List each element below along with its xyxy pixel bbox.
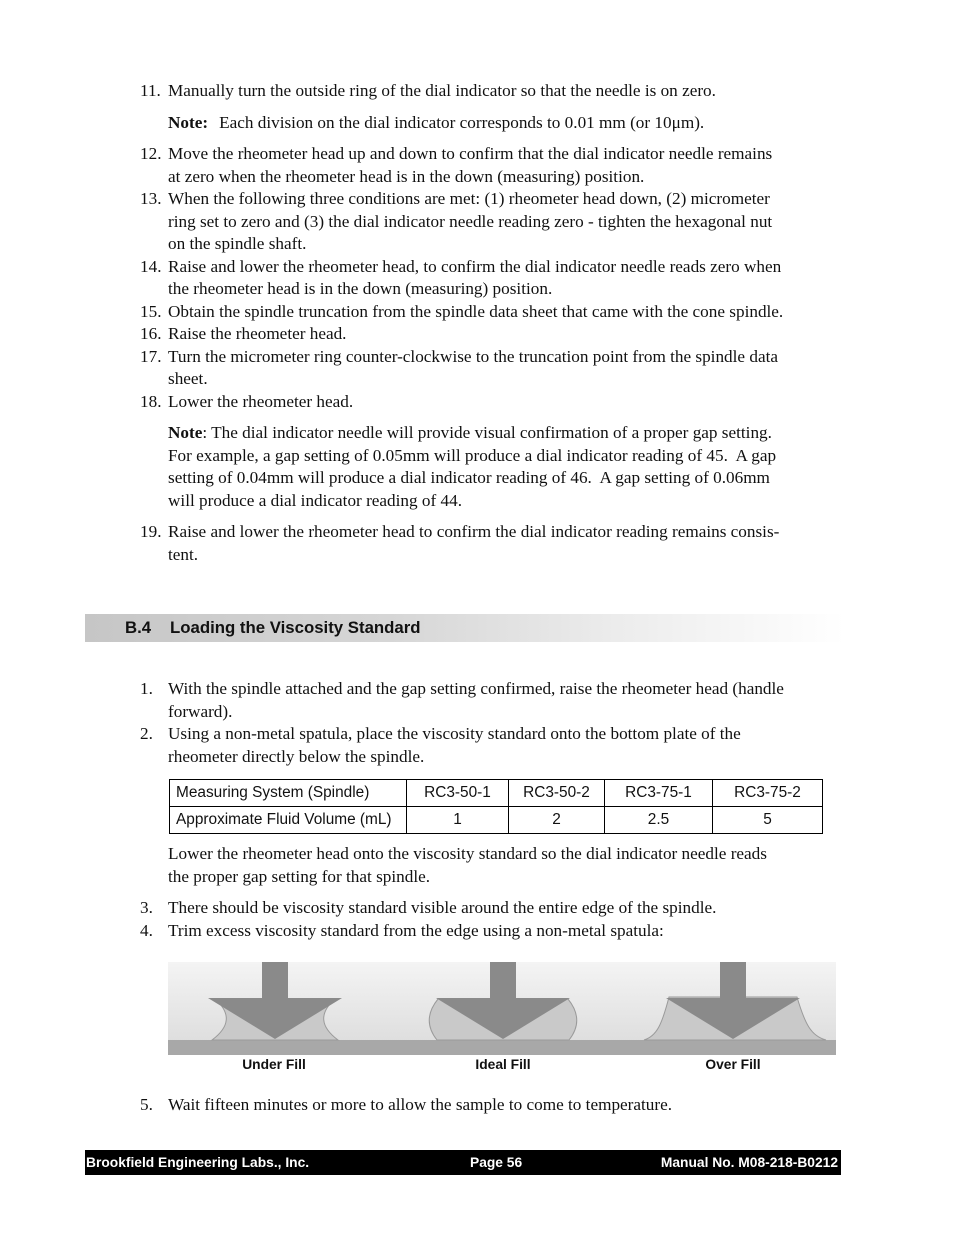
- step-line: Move the rheometer head up and down to confirm that the dial indicator needle remains: [168, 144, 773, 163]
- table-row: [170, 780, 823, 807]
- label-under-fill: Under Fill: [242, 1057, 306, 1072]
- step-text: [168, 391, 353, 414]
- footer-manual-number: Manual No. M08-218-B0212: [660, 1155, 838, 1170]
- step-text: [168, 323, 346, 346]
- step-line: Manually turn the outside ring of the dial indicator so that the needle is on zero.: [168, 81, 716, 100]
- step-line: tent.: [168, 544, 199, 564]
- table-row: [170, 807, 823, 834]
- note-gap-setting: [168, 422, 783, 512]
- paragraph-line: the proper gap setting for that spindle.: [168, 866, 431, 886]
- step-text: [168, 678, 784, 723]
- step-number: 19.: [140, 522, 162, 541]
- section-title: Loading the Viscosity Standard: [170, 618, 421, 637]
- step-line: Raise the rheometer head.: [168, 324, 347, 343]
- step-text: [168, 346, 778, 391]
- step-text: [168, 143, 772, 188]
- label-ideal-fill: Ideal Fill: [475, 1057, 531, 1072]
- step-15: [140, 301, 783, 324]
- loading-steps-3-4: [140, 897, 716, 942]
- step-11: [140, 80, 783, 103]
- fill-labels: [168, 1056, 836, 1074]
- step-13: [140, 188, 783, 256]
- step-text: [168, 80, 716, 103]
- step-14: [140, 256, 783, 301]
- table-cell: Approximate Fluid Volume (mL): [170, 807, 407, 834]
- step-number: 3.: [140, 898, 153, 917]
- step-line: Obtain the spindle truncation from the spindle data sheet that came with the cone spindle.: [168, 301, 784, 321]
- bottom-plate: [168, 1040, 836, 1055]
- step-line: sheet.: [168, 369, 208, 388]
- step-19: [140, 521, 783, 566]
- step-line: the rheometer head is in the down (measuring) position.: [168, 279, 553, 298]
- page-footer: [85, 1150, 841, 1175]
- step-text: [168, 188, 772, 256]
- table-cell: Measuring System (Spindle): [170, 780, 407, 807]
- table-cell: 5: [713, 807, 823, 834]
- step-line: There should be viscosity standard visible around the entire edge of the spindle.: [168, 898, 717, 917]
- table-cell: 2.5: [605, 807, 713, 834]
- step-number: 11.: [140, 81, 161, 100]
- step-line: forward).: [168, 701, 233, 721]
- footer-page-number: Page 56: [470, 1155, 523, 1170]
- section-number: B.4: [125, 618, 152, 637]
- note-dial-division: [168, 112, 783, 135]
- step-number: 1.: [140, 679, 153, 698]
- note-line: For example, a gap setting of 0.05mm will produce a dial indicator reading of 45. A gap: [168, 445, 777, 465]
- table-cell: 1: [407, 807, 509, 834]
- step-line: Raise and lower the rheometer head to confirm the dial indicator reading remains consis-: [168, 522, 780, 541]
- label-over-fill: Over Fill: [705, 1057, 761, 1072]
- table-cell: RC3-50-2: [509, 780, 605, 807]
- table-cell: RC3-50-1: [407, 780, 509, 807]
- step-line: on the spindle shaft.: [168, 234, 307, 253]
- fluid-volume-table: [169, 779, 823, 834]
- loading-steps-1-2: [140, 678, 784, 768]
- note-line: setting of 0.04mm will produce a dial indicator reading of 46. A gap setting of 0.06mm: [168, 468, 770, 487]
- loading-step-5: [140, 1094, 672, 1117]
- step-4: [140, 920, 716, 943]
- note-text: Each division on the dial indicator corresponds to 0.01 mm (or 10μm).: [219, 112, 705, 132]
- step-5: [140, 1094, 672, 1117]
- step-line: Raise and lower the rheometer head, to confirm the dial indicator needle reads zero when: [168, 256, 782, 276]
- step-number: 15.: [140, 301, 162, 321]
- step-text: [168, 920, 664, 943]
- step-number: 16.: [140, 324, 162, 343]
- step-line: Lower the rheometer head.: [168, 391, 354, 411]
- step-line: ring set to zero and (3) the dial indicator needle reading zero - tighten the hexagonal nut: [168, 211, 773, 231]
- step-12: [140, 143, 783, 188]
- step-16: [140, 323, 783, 346]
- step-line: Trim excess viscosity standard from the edge using a non-metal spatula:: [168, 920, 664, 940]
- step-line: at zero when the rheometer head is in the down (measuring) position.: [168, 166, 645, 186]
- table-cell: 2: [509, 807, 605, 834]
- step-number: 17.: [140, 346, 162, 366]
- table-cell: RC3-75-1: [605, 780, 713, 807]
- step-text: [168, 521, 779, 566]
- note-line: [168, 422, 783, 445]
- step-17: [140, 346, 783, 391]
- note-label: Note:: [168, 112, 209, 132]
- step-number: 13.: [140, 189, 162, 208]
- lower-head-paragraph: [168, 843, 767, 888]
- table-cell: RC3-75-2: [713, 780, 823, 807]
- step-text: [168, 256, 781, 301]
- step-number: 12.: [140, 144, 162, 163]
- step-line: Using a non-metal spatula, place the viscosity standard onto the bottom plate of the: [168, 724, 741, 743]
- step-3: [140, 897, 716, 920]
- step-text: [168, 1094, 672, 1117]
- note-line: [168, 112, 783, 135]
- gap-setting-procedure: [140, 80, 783, 566]
- paragraph-line: Lower the rheometer head onto the viscosity standard so the dial indicator needle reads: [168, 844, 767, 863]
- fill-level-illustration: [168, 962, 836, 1055]
- step-line: rheometer directly below the spindle.: [168, 746, 425, 766]
- step-number: 14.: [140, 256, 162, 276]
- step-18: [140, 391, 783, 414]
- step-number: 4.: [140, 920, 153, 940]
- note-text: : The dial indicator needle will provide visual confirmation of a proper gap setting.: [202, 423, 772, 442]
- step-text: [168, 301, 783, 324]
- footer-company: Brookfield Engineering Labs., Inc.: [86, 1155, 310, 1170]
- note-line: will produce a dial indicator reading of 44.: [168, 490, 463, 510]
- note-label: Note: [168, 423, 203, 442]
- step-line: With the spindle attached and the gap setting confirmed, raise the rheometer head (handle: [168, 679, 784, 698]
- step-number: 18.: [140, 391, 162, 411]
- step-line: Wait fifteen minutes or more to allow the sample to come to temperature.: [168, 1095, 673, 1114]
- step-text: [168, 723, 741, 768]
- step-2: [140, 723, 784, 768]
- step-text: [168, 897, 716, 920]
- step-1: [140, 678, 784, 723]
- step-number: 2.: [140, 724, 153, 743]
- step-line: When the following three conditions are met: (1) rheometer head down, (2) micrometer: [168, 189, 770, 208]
- step-line: Turn the micrometer ring counter-clockwise to the truncation point from the spindle data: [168, 346, 778, 366]
- step-number: 5.: [140, 1095, 153, 1114]
- fill-illustration-svg: [168, 962, 836, 1055]
- section-heading: [85, 614, 845, 642]
